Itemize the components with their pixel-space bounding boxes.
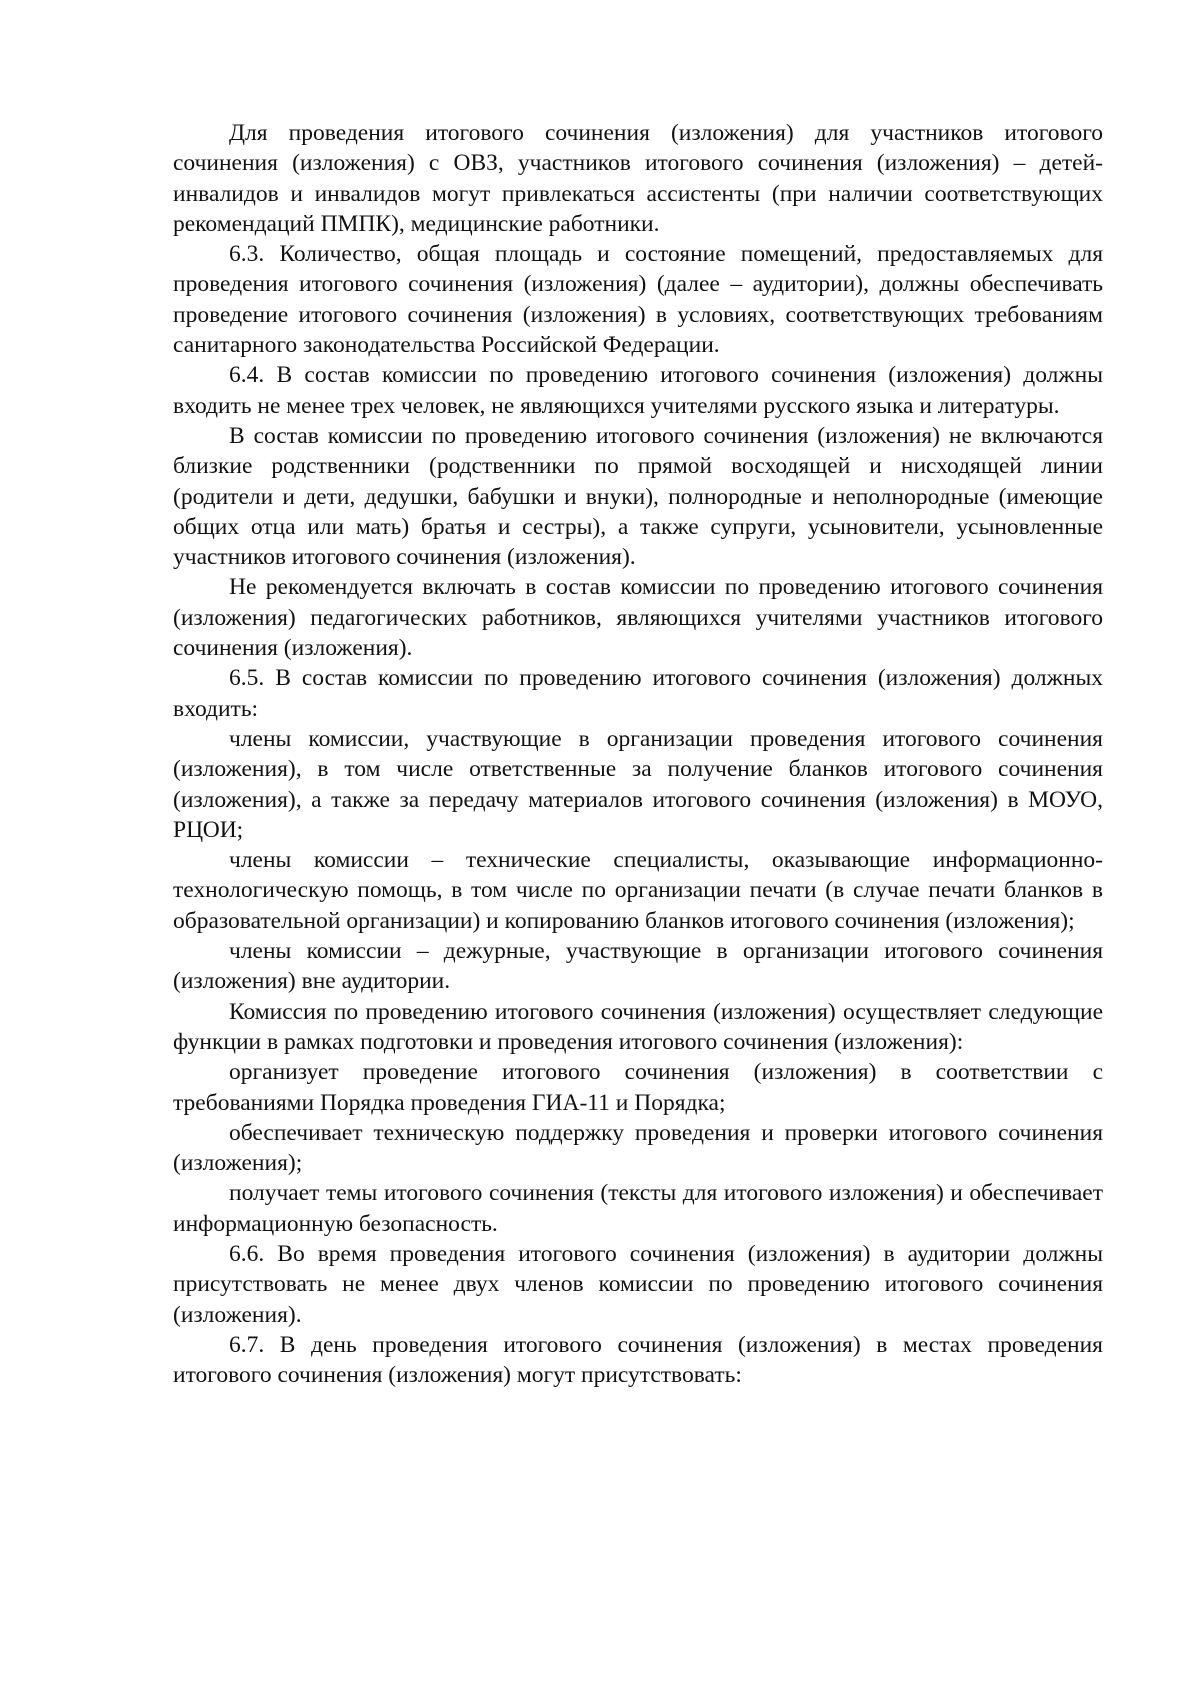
paragraph-6-5-composition: 6.5. В состав комиссии по проведению итогового сочинения (изложения) должных входить:	[173, 665, 1103, 722]
paragraph-commission-functions: Комиссия по проведению итогового сочинения (изложения) осуществляет следующие функции в рамках подготовки и проведения итогового сочинения (изложения):	[173, 998, 1103, 1055]
list-item-technicians: члены комиссии – технические специалисты, оказывающие информационно-технологическую помощь, в том числе по организации печати (в случае печати бланков в образовательной организации) и копированию бланков итогового сочинения (изложения);	[173, 847, 1103, 934]
list-item-attendants: члены комиссии – дежурные, участвующие в организации итогового сочинения (изложения) вне аудитории.	[173, 938, 1103, 995]
list-item-receives-topics: получает темы итогового сочинения (тексты для итогового изложения) и обеспечивает информационную безопасность.	[173, 1180, 1103, 1237]
list-item-organizers: члены комиссии, участвующие в организации проведения итогового сочинения (изложения), в том числе ответственные за получение бланков итогового сочинения (изложения), а также за передачу материалов итогового сочинения (изложения) в МОУО, РЦОИ;	[173, 725, 1103, 843]
paragraph-relatives-excluded: В состав комиссии по проведению итогового сочинения (изложения) не включаются близкие родственники (родственники по прямой восходящей и нисходящей линии (родители и дети, дедушки, бабушки и внуки), полнородные и неполнородные (имеющие общих отца или мать) братья и сестры), а также супруги, усыновители, усыновленные участников итогового сочинения (изложения).	[173, 422, 1103, 571]
paragraph-6-3-rooms: 6.3. Количество, общая площадь и состояние помещений, предоставляемых для проведения итогового сочинения (изложения) (далее – аудитории), должны обеспечивать проведение итогового сочинения (изложения) в условиях, соответствующих требованиям санитарного законодательства Российской Федерации.	[173, 241, 1103, 359]
paragraph-6-7-attendance: 6.7. В день проведения итогового сочинения (изложения) в местах проведения итогового сочинения (изложения) могут присутствовать:	[173, 1331, 1103, 1389]
list-item-tech-support: обеспечивает техническую поддержку проведения и проверки итогового сочинения (изложения);	[173, 1119, 1103, 1177]
list-item-organizes: организует проведение итогового сочинения (изложения) в соответствии с требованиями Порядка проведения ГИА-11 и Порядка;	[173, 1059, 1103, 1116]
paragraph-6-6-presence: 6.6. Во время проведения итогового сочинения (изложения) в аудитории должны присутствовать не менее двух членов комиссии по проведению итогового сочинения (изложения).	[173, 1240, 1103, 1328]
paragraph-6-4-commission: 6.4. В состав комиссии по проведению итогового сочинения (изложения) должны входить не менее трех человек, не являющихся учителями русского языка и литературы.	[173, 362, 1103, 419]
paragraph-teachers-not-recommended: Не рекомендуется включать в состав комиссии по проведению итогового сочинения (изложения) педагогических работников, являющихся учителями участников итогового сочинения (изложения).	[173, 574, 1103, 662]
paragraph-assistants: Для проведения итогового сочинения (изложения) для участников итогового сочинения (изложения) с ОВЗ, участников итогового сочинения (изложения) – детей-инвалидов и инвалидов могут привлекаться ассистенты (при наличии соответствующих рекомендаций ПМПК), медицинские работники.	[173, 120, 1103, 237]
